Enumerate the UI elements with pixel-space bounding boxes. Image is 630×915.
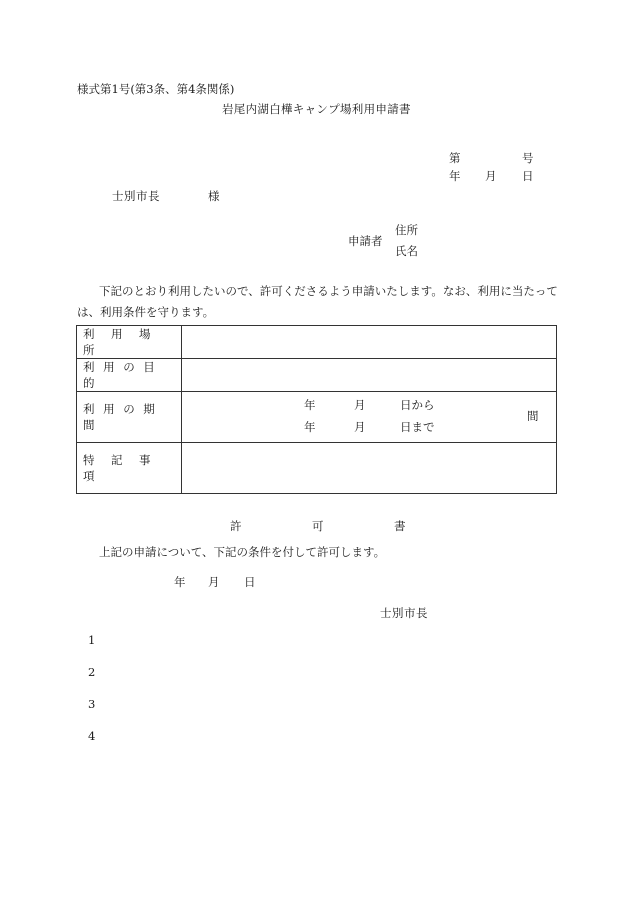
addressee-name: 士別市長 [112, 189, 160, 203]
period-to-day: 日まで [400, 420, 435, 434]
date-day: 日 [522, 169, 534, 183]
condition-item: 4 [88, 729, 96, 743]
period-value-cell[interactable] [182, 392, 557, 443]
applicant-label: 申請者 [348, 234, 383, 248]
permit-date-month: 月 [208, 575, 220, 589]
date-month: 月 [485, 169, 497, 183]
condition-item: 2 [88, 665, 96, 679]
permit-title-char-2: 可 [312, 519, 324, 533]
row-label-notes: 特記事項 [77, 443, 182, 494]
row-label-purpose: 利用の目的 [77, 359, 182, 392]
table-row [77, 326, 557, 359]
document-title: 岩尾内湖白樺キャンプ場利用申請書 [222, 102, 411, 116]
applicant-name-label: 氏名 [395, 244, 418, 258]
table-row [77, 359, 557, 392]
row-label-period: 利用の期間 [77, 392, 182, 443]
permit-issuer: 士別市長 [380, 606, 428, 620]
permit-title-char-3: 書 [394, 519, 406, 533]
permit-text: 上記の申請について、下記の条件を付して許可します。 [99, 545, 386, 559]
addressee-honorific: 様 [208, 189, 220, 203]
period-from-day: 日から [400, 398, 435, 412]
row-label-location: 利用場所 [77, 326, 182, 359]
applicant-address-label: 住所 [395, 223, 418, 237]
doc-number-dai: 第 [449, 151, 461, 165]
permit-date-day: 日 [244, 575, 256, 589]
table-row [77, 443, 557, 494]
period-duration: 間 [527, 409, 539, 423]
condition-item: 3 [88, 697, 96, 711]
purpose-value-cell[interactable] [182, 359, 557, 392]
permit-date-year: 年 [174, 575, 186, 589]
period-from-month: 月 [354, 398, 366, 412]
application-table [76, 325, 557, 494]
location-value-cell[interactable] [182, 326, 557, 359]
table-row [77, 392, 557, 443]
condition-item: 1 [88, 633, 96, 647]
permit-title-char-1: 許 [230, 519, 242, 533]
request-text: 下記のとおり利用したいので、許可くださるよう申請いたします。なお、利用に当たっては、利用条件を守ります。 [77, 284, 558, 319]
period-to-month: 月 [354, 420, 366, 434]
period-from-year: 年 [304, 398, 316, 412]
form-number: 様式第1号(第3条、第4条関係) [77, 82, 235, 96]
period-to-year: 年 [304, 420, 316, 434]
doc-number-go: 号 [522, 151, 534, 165]
date-year: 年 [449, 169, 461, 183]
notes-value-cell[interactable] [182, 443, 557, 494]
